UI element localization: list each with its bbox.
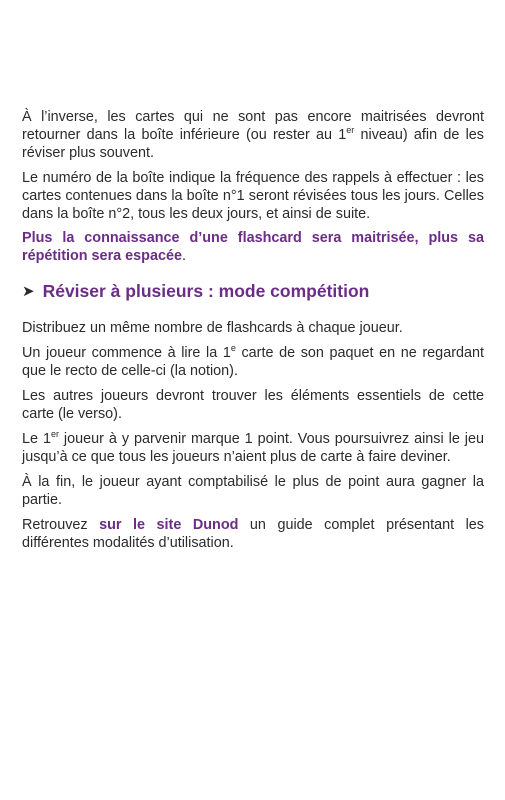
text-segment: Le 1 [22,431,51,447]
page-content [22,108,484,552]
superscript: er [50,429,59,440]
section-body [22,319,484,552]
section-paragraph-1: Distribuez un même nombre de flashcards à chaque joueur. [22,320,403,336]
text-segment: joueur à y parvenir marque 1 point. Vous poursuivrez ainsi le jeu jusqu’à ce que tous les joueurs n’aient plus de carte à faire deviner. [22,431,484,465]
superscript: er [346,125,355,136]
intro-emphasis-paragraph [22,229,484,265]
section-paragraph-5: À la fin, le joueur ayant comptabilisé le plus de point aura gagner la partie. [22,474,484,508]
text-segment: niveau) afin de les réviser plus souvent. [22,127,484,161]
emphasis-end: . [181,248,186,264]
text-segment: Un joueur commence à lire la 1 [22,345,231,361]
section-paragraph-6 [22,516,484,552]
arrowhead-bullet-icon: ➤ [22,282,35,300]
section-heading-text: Réviser à plusieurs : mode compétition [42,281,370,301]
emphasis-text: Plus la connaissance d’une flashcard sera maitrisée, plus sa répétition sera espacée [22,230,484,264]
text-segment: carte de son paquet en ne regardant que le recto de celle-ci (la notion). [22,345,484,379]
text-segment: À l’inverse, les cartes qui ne sont pas encore maitrisées devront retourner dans la boîte inférieure (ou rester au 1 [22,109,484,143]
section-paragraph-3: Les autres joueurs devront trouver les éléments essentiels de cette carte (le verso). [22,388,484,422]
superscript: e [230,343,236,354]
text-segment: un guide complet présentant les différentes modalités d’utilisation. [22,517,484,551]
intro-paragraph-2: Le numéro de la boîte indique la fréquence des rappels à effectuer : les cartes contenues dans la boîte n°1 seront révisées tous les jours. Celles dans la boîte n°2, tous les deux jours, et ainsi de suite. [22,170,484,222]
intro-paragraph-1 [22,108,484,162]
section-paragraph-2 [22,344,484,380]
section-heading [22,279,484,303]
section-paragraph-4 [22,430,484,466]
text-segment: Retrouvez [22,517,100,533]
dunod-site-link[interactable]: sur le site Dunod [99,517,239,533]
